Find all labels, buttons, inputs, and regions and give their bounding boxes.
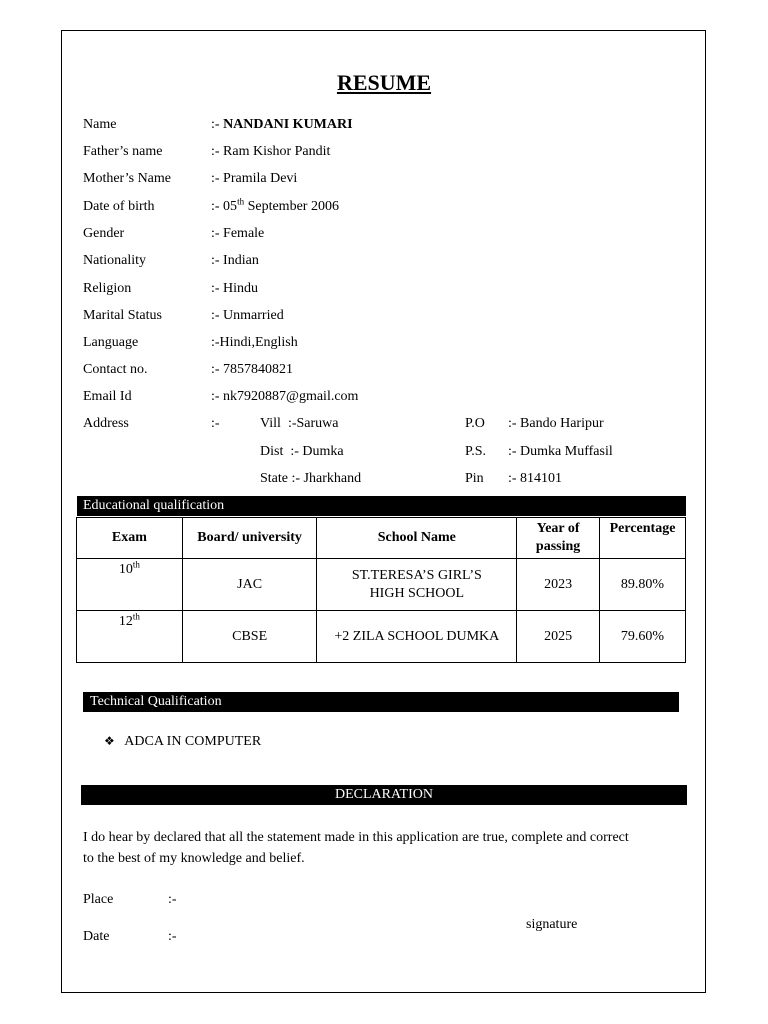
father-name-label: Father’s name bbox=[83, 144, 163, 159]
resume-title: RESUME bbox=[336, 70, 432, 95]
header-school: School Name bbox=[317, 518, 517, 559]
place-label: Place bbox=[83, 892, 114, 907]
technical-heading: Technical Qualification bbox=[83, 692, 679, 712]
year-cell: 2023 bbox=[517, 559, 600, 611]
email-label: Email Id bbox=[83, 389, 132, 404]
marital-status-label: Marital Status bbox=[83, 308, 162, 323]
date-label: Date bbox=[83, 929, 110, 944]
signature-label: signature bbox=[526, 917, 578, 932]
declaration-text-line1: I do hear by declared that all the statement made in this application are true, complete and correct bbox=[83, 830, 629, 845]
name-text: NANDANI KUMARI bbox=[223, 117, 353, 132]
marital-status-value: :- Unmarried bbox=[211, 308, 284, 323]
address-sep: :- bbox=[211, 416, 220, 431]
board-cell: JAC bbox=[182, 559, 317, 611]
exam-value: 12 bbox=[118, 614, 133, 629]
address-vill: Vill :-Saruwa bbox=[260, 416, 339, 431]
percentage-cell: 89.80% bbox=[600, 559, 686, 611]
percentage-cell: 79.60% bbox=[600, 611, 686, 663]
exam-cell bbox=[77, 611, 183, 663]
header-year: Year of passing bbox=[517, 518, 600, 559]
exam-value: 10 bbox=[118, 562, 133, 577]
technical-item-text: ADCA IN COMPUTER bbox=[124, 734, 262, 749]
exam-cell bbox=[77, 559, 183, 611]
technical-item bbox=[104, 733, 261, 750]
contact-label: Contact no. bbox=[83, 362, 148, 377]
year-cell: 2025 bbox=[517, 611, 600, 663]
address-label: Address bbox=[83, 416, 129, 431]
pin-label: Pin bbox=[465, 471, 484, 486]
address-dist: Dist :- Dumka bbox=[260, 444, 344, 459]
dob-month-year: September 2006 bbox=[244, 199, 339, 214]
school-cell: +2 ZILA SCHOOL DUMKA bbox=[317, 611, 517, 663]
ps-value: :- Dumka Muffasil bbox=[508, 444, 613, 459]
contact-value: :- 7857840821 bbox=[211, 362, 294, 377]
date-sep: :- bbox=[168, 929, 177, 944]
exam-suffix: th bbox=[132, 559, 140, 570]
dob-suffix: th bbox=[237, 196, 245, 207]
gender-value: :- Female bbox=[211, 226, 265, 241]
place-sep: :- bbox=[168, 892, 177, 907]
po-label: P.O bbox=[465, 416, 485, 431]
po-value: :- Bando Haripur bbox=[508, 416, 604, 431]
education-heading: Educational qualification bbox=[77, 496, 686, 516]
header-exam: Exam bbox=[77, 518, 183, 559]
exam-suffix: th bbox=[132, 611, 140, 622]
name-label: Name bbox=[83, 117, 117, 132]
education-table bbox=[76, 517, 686, 663]
gender-label: Gender bbox=[83, 226, 125, 241]
name-value: :- NANDANI KUMARI bbox=[211, 117, 353, 132]
nationality-label: Nationality bbox=[83, 253, 146, 268]
school-cell: ST.TERESA’S GIRL’S HIGH SCHOOL bbox=[317, 559, 517, 611]
table-header-row bbox=[77, 518, 686, 559]
nationality-value: :- Indian bbox=[211, 253, 259, 268]
declaration-text-line2: to the best of my knowledge and belief. bbox=[83, 851, 305, 866]
mother-name-value: :- Pramila Devi bbox=[211, 171, 298, 186]
mother-name-label: Mother’s Name bbox=[83, 171, 171, 186]
header-percentage: Percentage bbox=[600, 518, 686, 559]
religion-value: :- Hindu bbox=[211, 281, 259, 296]
table-row bbox=[77, 559, 686, 611]
diamond-bullet-icon: ❖ bbox=[104, 734, 115, 748]
language-label: Language bbox=[83, 335, 139, 350]
address-state: State :- Jharkhand bbox=[260, 471, 362, 486]
dob-day: :- 05 bbox=[211, 199, 238, 214]
table-row bbox=[77, 611, 686, 663]
dob-value bbox=[211, 196, 339, 215]
declaration-heading: DECLARATION bbox=[81, 785, 687, 805]
dob-label: Date of birth bbox=[83, 199, 155, 214]
religion-label: Religion bbox=[83, 281, 132, 296]
language-value: :-Hindi,English bbox=[211, 335, 298, 350]
email-value: :- nk7920887@gmail.com bbox=[211, 389, 359, 404]
header-board: Board/ university bbox=[182, 518, 317, 559]
ps-label: P.S. bbox=[465, 444, 487, 459]
father-name-value: :- Ram Kishor Pandit bbox=[211, 144, 331, 159]
pin-value: :- 814101 bbox=[508, 471, 563, 486]
board-cell: CBSE bbox=[182, 611, 317, 663]
